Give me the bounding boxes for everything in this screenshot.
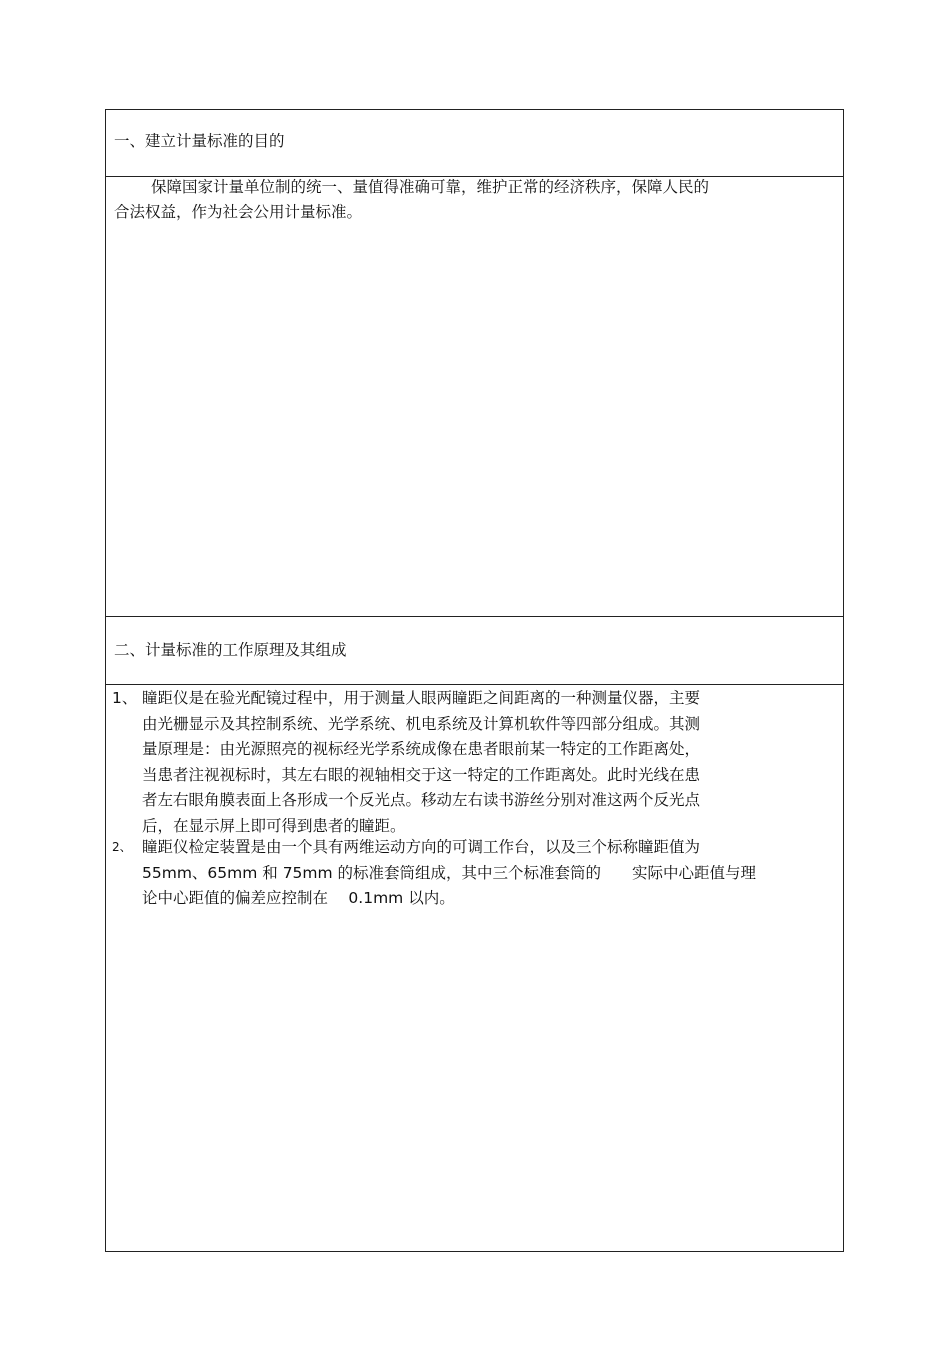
list-item-line: 论中心距值的偏差应控制在 0.1mm 以内。 — [142, 889, 455, 907]
table-divider — [105, 684, 844, 685]
list-item-line: 后，在显示屏上即可得到患者的瞳距。 — [142, 816, 406, 835]
table-divider — [105, 616, 844, 617]
list-item-text — [142, 686, 700, 839]
list-item-number: 1、 — [112, 689, 138, 707]
section1-body-line: 合法权益，作为社会公用计量标准。 — [114, 203, 363, 221]
section1-heading: 一、建立计量标准的目的 — [114, 132, 285, 150]
list-item-text — [142, 835, 756, 912]
list-item-line: 者左右眼角膜表面上各形成一个反光点。移动左右读书游丝分别对准这两个反光点 — [142, 791, 701, 809]
section1-body-line: 保障国家计量单位制的统一、量值得准确可靠，维护正常的经济秩序，保障人民的 — [151, 178, 710, 196]
list-item-line: 瞳距仪是在验光配镜过程中，用于测量人眼两瞳距之间距离的一种测量仪器，主要 — [142, 689, 701, 707]
list-item-line: 55mm、65mm 和 75mm 的标准套筒组成，其中三个标准套筒的 实际中心距值与理 — [142, 863, 757, 882]
list-item-line: 瞳距仪检定装置是由一个具有两维运动方向的可调工作台，以及三个标称瞳距值为 — [142, 838, 701, 856]
list-item-line: 当患者注视视标时，其左右眼的视轴相交于这一特定的工作距离处。此时光线在患 — [142, 765, 701, 784]
document-table — [105, 109, 844, 1252]
section2-heading: 二、计量标准的工作原理及其组成 — [114, 641, 347, 659]
list-item-number: 2、 — [112, 840, 132, 854]
list-item-line: 量原理是：由光源照亮的视标经光学系统成像在患者眼前某一特定的工作距离处， — [142, 740, 701, 758]
list-item-line: 由光栅显示及其控制系统、光学系统、机电系统及计算机软件等四部分组成。其测 — [142, 714, 701, 733]
